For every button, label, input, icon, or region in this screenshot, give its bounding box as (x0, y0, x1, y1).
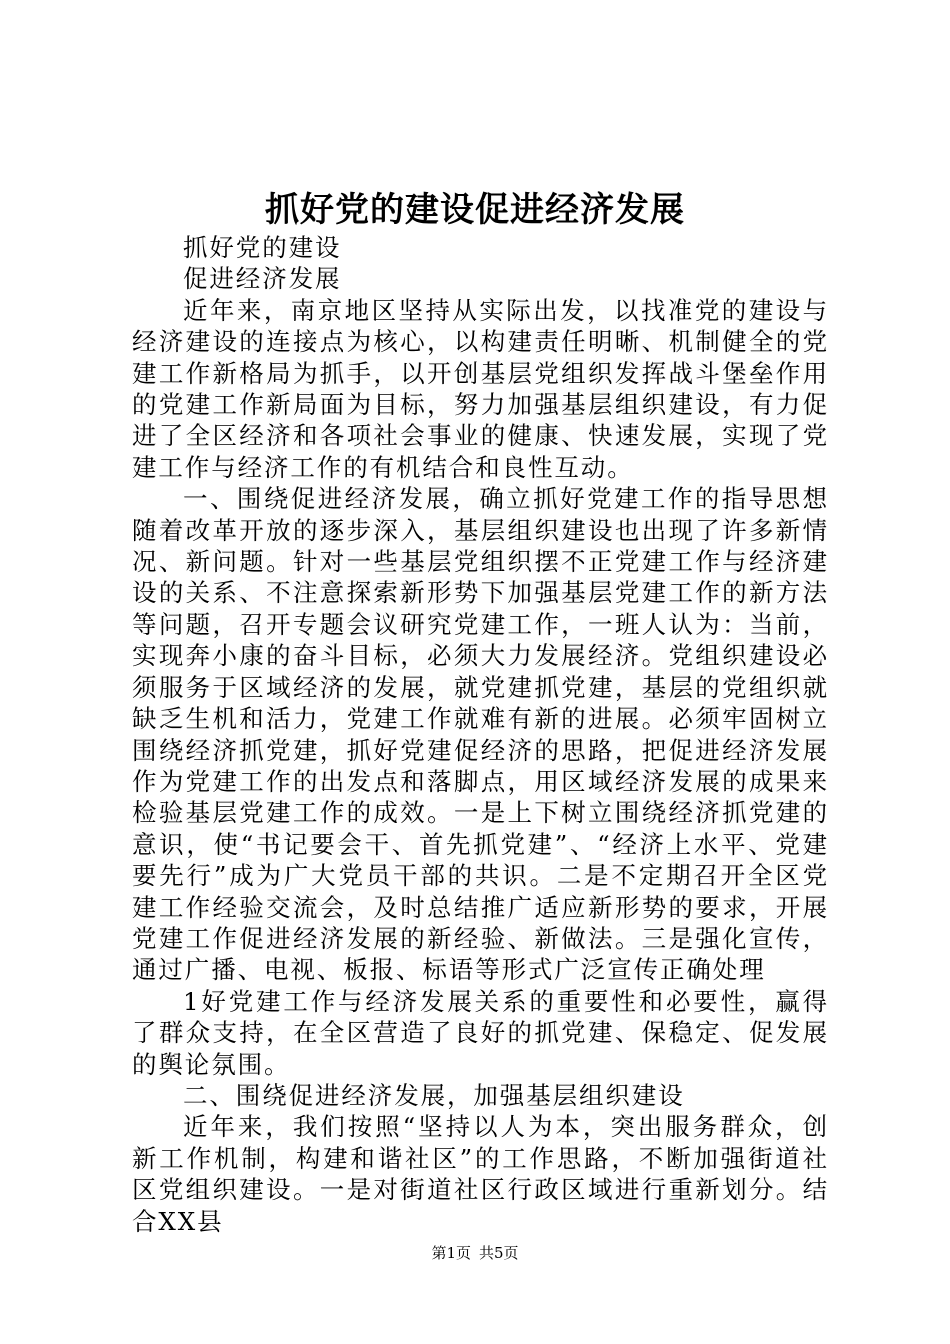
body-paragraph-heading-2: 促进经济发展 (183, 264, 342, 294)
body-paragraph-section-1: 一、围绕促进经济发展，确立抓好党建工作的指导思想随着改革开放的逐步深入，基层组织建设也出现了许多新情况、新问题。针对一些基层党组织摆不正党建工作与经济建设的关系、不注意探索新形势下加强基层党建工作的新方法等问题，召开专题会议研究党建工作，一班人认为：当前，实现奔小康的奋斗目标，必须大力发展经济。党组织建设必须服务于区域经济的发展，就党建抓党建，基层的党组织就缺乏生机和活力，党建工作就难有新的进展。必须牢固树立围绕经济抓党建，抓好党建促经济的思路，把促进经济发展作为党建工作的出发点和落脚点，用区域经济发展的成果来检验基层党建工作的成效。一是上下树立围绕经济抓党建的意识，使“书记要会干、首先抓党建”、“经济上水平、党建要先行”成为广大党员干部的共识。二是不定期召开全区党建工作经验交流会，及时总结推广适应新形势的要求，开展党建工作促进经济发展的新经验、新做法。三是强化宣传，通过广播、电视、板报、标语等形式广泛宣传正确处理 (132, 484, 829, 985)
document-title: 抓好党的建设促进经济发展 (265, 190, 685, 230)
page-footer (0, 1242, 950, 1264)
document-body (132, 232, 829, 1237)
page-total: 共5页 (479, 1244, 519, 1262)
body-paragraph-section-1-cont: 1好党建工作与经济发展关系的重要性和必要性，赢得了群众支持，在全区营造了良好的抓党建、保稳定、促发展的舆论氛围。 (132, 986, 829, 1079)
body-paragraph-section-2: 近年来，我们按照“坚持以人为本，突出服务群众，创新工作机制，构建和谐社区”的工作思路，不断加强街道社区党组织建设。一是对街道社区行政区域进行重新划分。结合XX县 (132, 1112, 829, 1236)
body-paragraph-intro: 近年来，南京地区坚持从实际出发，以找准党的建设与经济建设的连接点为核心，以构建责任明晰、机制健全的党建工作新格局为抓手，以开创基层党组织发挥战斗堡垒作用的党建工作新局面为目标，努力加强基层组织建设，有力促进了全区经济和各项社会事业的健康、快速发展，实现了党建工作与经济工作的有机结合和良性互动。 (132, 295, 829, 482)
page-number: 第1页 (431, 1244, 471, 1262)
body-paragraph-section-2-heading: 二、围绕促进经济发展，加强基层组织建设 (183, 1080, 685, 1110)
body-paragraph-heading-1: 抓好党的建设 (183, 233, 342, 262)
